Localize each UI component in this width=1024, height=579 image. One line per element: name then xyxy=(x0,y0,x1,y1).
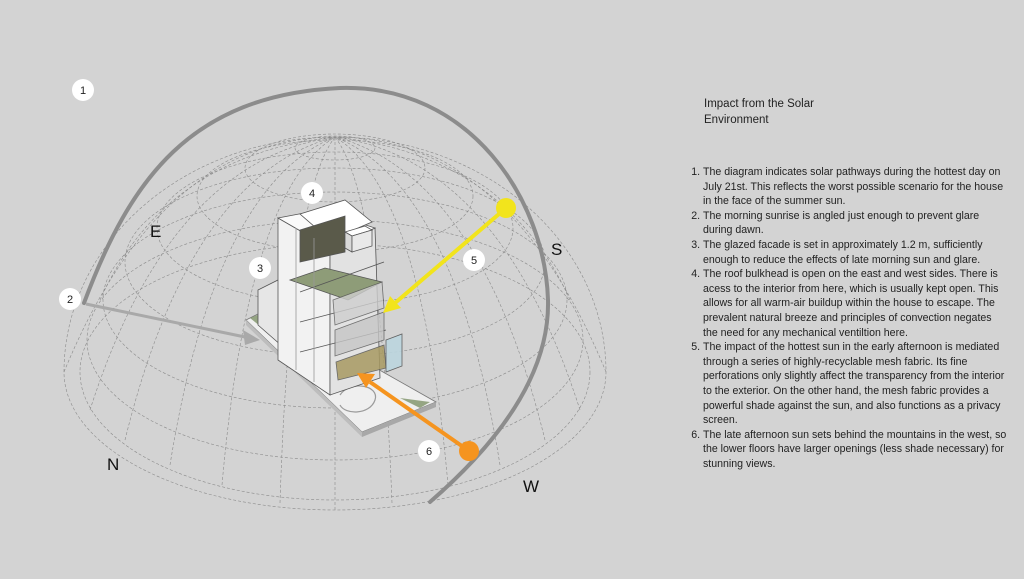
compass-west: W xyxy=(523,477,540,496)
callout-3 xyxy=(249,257,271,279)
panel-title: Impact from the Solar Environment xyxy=(704,98,814,126)
compass-north: N xyxy=(107,455,120,474)
callout-1-label: 1 xyxy=(79,85,87,97)
sunrise-ray xyxy=(86,304,260,345)
callout-6-label: 6 xyxy=(425,446,433,458)
note-item-1: 1. The diagram indicates solar pathways during the hottest day on July 21st. This reflects the worst possible scenario for the house in the face of the summer sun. xyxy=(703,165,1008,209)
callout-5-label: 5 xyxy=(470,255,478,267)
callout-3-label: 3 xyxy=(256,263,264,275)
callout-4 xyxy=(301,182,323,204)
callout-2-label: 2 xyxy=(66,294,74,306)
callout-4-label: 4 xyxy=(308,188,316,200)
afternoon-sun xyxy=(459,441,479,461)
callout-2 xyxy=(59,288,81,310)
note-item-3: 3. The glazed facade is set in approximately 1.2 m, sufficiently enough to reduce the effects of late morning sun and glare. xyxy=(703,238,1008,267)
compass-east: E xyxy=(150,222,162,241)
note-item-5: 5. The impact of the hottest sun in the early afternoon is mediated through a series of highly-recyclable mesh fabric. Its fine perforations only slightly affect the transparency from the interior to the exterior. On the other hand, the mesh fabric provides a powerful shade against the sun, and also functions as a privacy screen. xyxy=(703,340,1008,428)
callout-1 xyxy=(72,79,94,101)
notes-list xyxy=(673,165,1008,471)
note-item-6: 6. The late afternoon sun sets behind the mountains in the west, so the lower floors have larger openings (less shade necessary) for stunning views. xyxy=(703,428,1008,472)
building-model xyxy=(258,200,402,395)
callout-5 xyxy=(463,249,485,271)
note-item-2: 2. The morning sunrise is angled just enough to prevent glare during dawn. xyxy=(703,209,1008,238)
note-item-4: 4. The roof bulkhead is open on the east and west sides. There is acess to the interior from here, which is usually kept open. This allows for all warm-air buildup within the house to escape. The prevalent natural breeze and principles of convection negates the need for any mechanical ventiltion here. xyxy=(703,267,1008,340)
callout-6 xyxy=(418,440,440,462)
midday-sun xyxy=(496,198,516,218)
compass-south: S xyxy=(551,240,563,259)
